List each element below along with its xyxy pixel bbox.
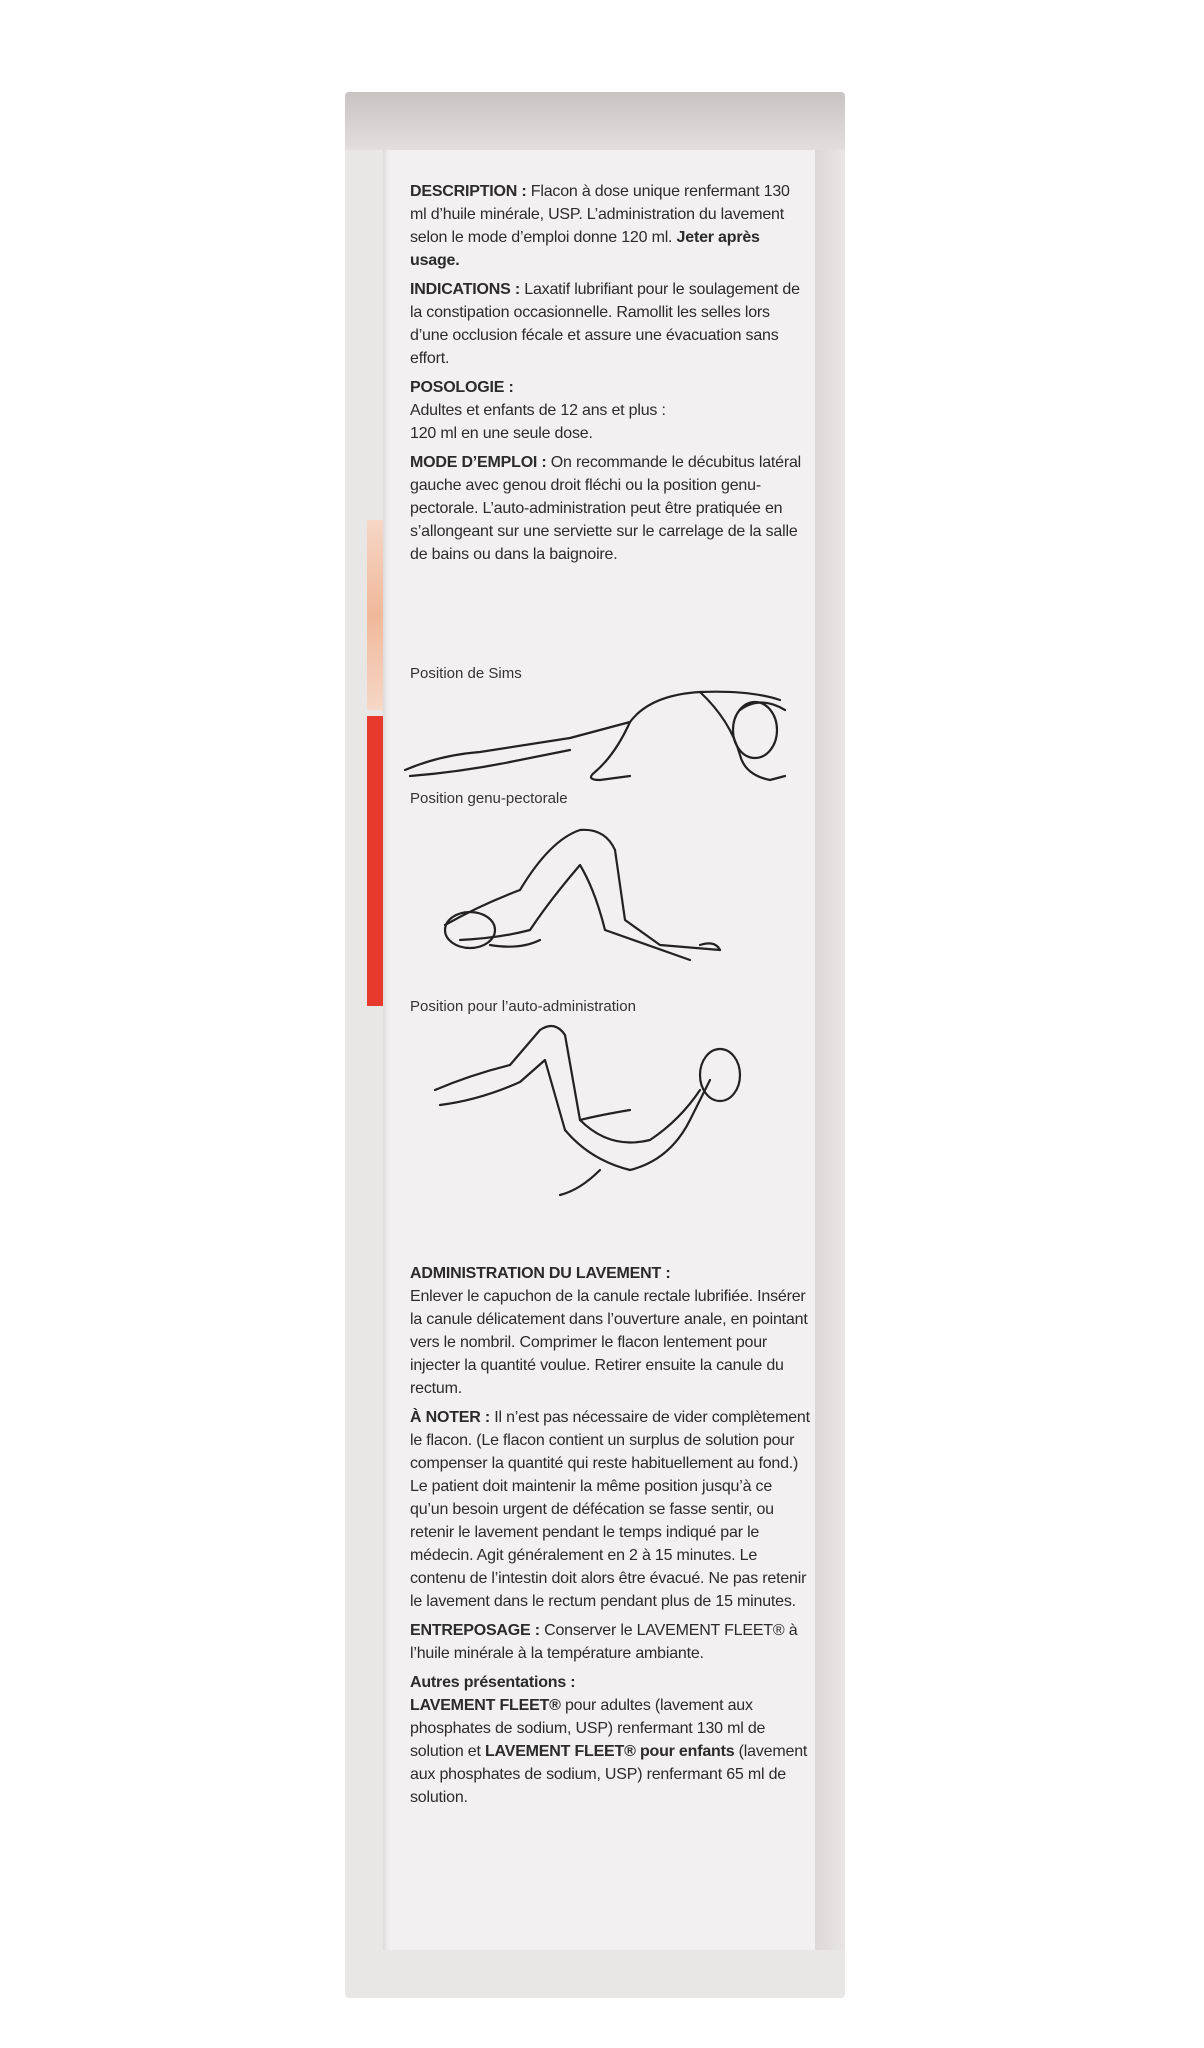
posologie-line1: Adultes et enfants de 12 ans et plus : — [410, 402, 666, 419]
autres-label: Autres présentations : — [410, 1674, 576, 1691]
autres-text2: (lavement aux phosphates de sodium, USP) renfermant 65 ml de solution. — [410, 1743, 808, 1806]
autres-product1: LAVEMENT FLEET® — [410, 1697, 561, 1714]
lower-text — [410, 1262, 810, 1815]
administration-text: Enlever le capuchon de la canule rectale lubrifiée. Insérer la canule délicatement dans l’ouverture anale, en pointant vers le nombril. Comprimer le flacon lentement pour injecter la quantité voulue. Retirer ensuite la canule du rectum. — [410, 1288, 808, 1397]
autres-text1: pour adultes (lavement aux phosphates de sodium, USP) renfermant 130 ml de solution et — [410, 1697, 766, 1760]
indications-paragraph — [410, 278, 810, 370]
description-label: DESCRIPTION : — [410, 183, 527, 200]
entreposage-label: ENTREPOSAGE : — [410, 1622, 540, 1639]
description-discard: Jeter après usage. — [410, 229, 760, 269]
mode-emploi-paragraph — [410, 451, 810, 566]
indications-text: Laxatif lubrifiant pour le soulagement de la constipation occasionnelle. Ramollit les selles lors d’une occlusion fécale et assure une évacuation sans effort. — [410, 281, 800, 367]
a-noter-paragraph — [410, 1406, 810, 1613]
indications-label: INDICATIONS : — [410, 281, 520, 298]
entreposage-text: Conserver le LAVEMENT FLEET® à l’huile minérale à la température ambiante. — [410, 1622, 798, 1662]
upper-text — [410, 180, 810, 572]
posologie-paragraph — [410, 376, 810, 445]
administration-label: ADMINISTRATION DU LAVEMENT : — [410, 1265, 671, 1282]
genu-caption: Position genu-pectorale — [410, 790, 568, 807]
description-text: Flacon à dose unique renfermant 130 ml d’huile minérale, USP. L’administration du lavement selon le mode d’emploi donne 120 ml. — [410, 183, 790, 246]
self-administration-position-illustration — [430, 1020, 750, 1200]
posologie-label: POSOLOGIE : — [410, 379, 514, 396]
knee-chest-position-illustration — [430, 820, 730, 970]
entreposage-paragraph — [410, 1619, 810, 1665]
a-noter-label: À NOTER : — [410, 1409, 490, 1426]
posologie-line2: 120 ml en une seule dose. — [410, 425, 593, 442]
sims-position-illustration — [400, 680, 800, 785]
red-color-stripe — [367, 716, 383, 1006]
administration-paragraph — [410, 1262, 810, 1400]
mode-emploi-label: MODE D’EMPLOI : — [410, 454, 547, 471]
autres-paragraph — [410, 1671, 810, 1809]
sims-caption: Position de Sims — [410, 665, 522, 682]
mode-emploi-text: On recommande le décubitus latéral gauche avec genou droit fléchi ou la position genu-pectorale. L’auto-administration peut être pratiquée en s’allongeant sur une serviette sur le carrelage de la salle de bains ou dans la baignoire. — [410, 454, 802, 563]
package-top-edge — [345, 92, 845, 150]
description-paragraph — [410, 180, 810, 272]
a-noter-text: Il n’est pas nécessaire de vider complètement le flacon. (Le flacon contient un surplus de solution pour compenser la quantité qui reste habituellement au fond.) Le patient doit maintenir la même position jusqu’à ce qu’un besoin urgent de défécation se fasse sentir, ou retenir le lavement pendant le temps indiqué par le médecin. Agit généralement en 2 à 15 minutes. Le contenu de l’intestin doit alors être évacué. Ne pas retenir le lavement dans le rectum pendant plus de 15 minutes. — [410, 1409, 810, 1610]
package-right-edge — [815, 150, 845, 1950]
auto-caption: Position pour l’auto-administration — [410, 998, 636, 1015]
autres-product2: LAVEMENT FLEET® pour enfants — [484, 1743, 735, 1760]
